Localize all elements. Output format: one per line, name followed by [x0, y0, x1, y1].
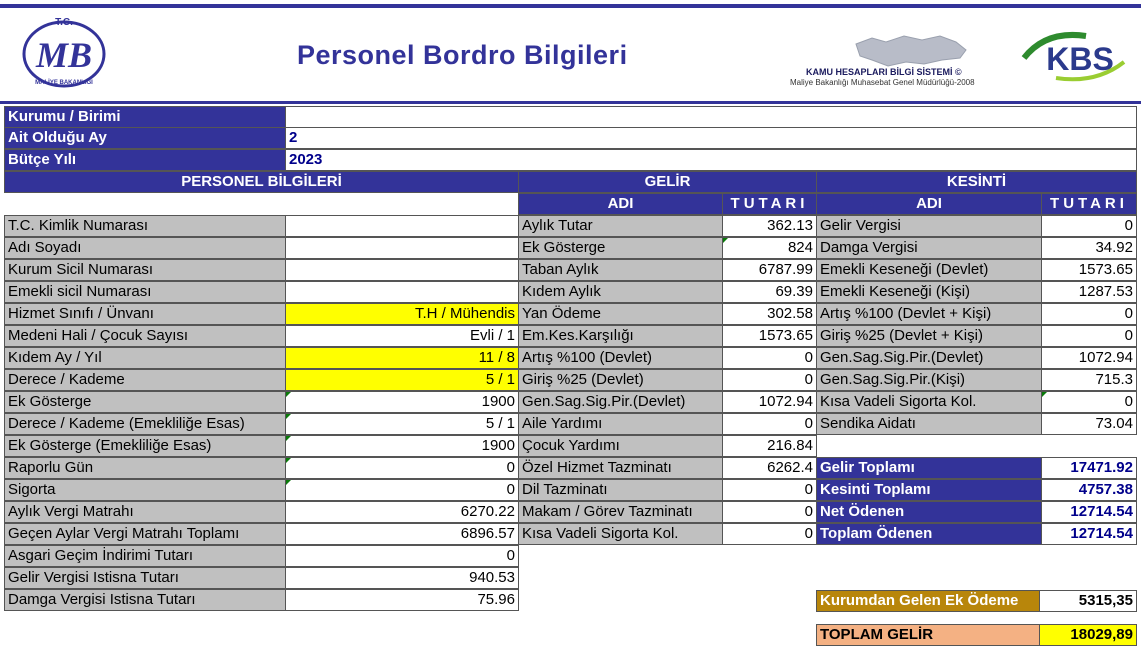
maliye-bakanligi-logo — [16, 12, 112, 92]
logo-main-text: MB — [35, 35, 93, 75]
personel-row-label: Medeni Hali / Çocuk Sayısı — [4, 325, 286, 347]
gelir-row-value: 69.39 — [722, 281, 817, 303]
gelir-row-label: Gen.Sag.Sig.Pir.(Devlet) — [518, 391, 723, 413]
personel-row-value — [285, 281, 519, 303]
personel-row-label: Ek Gösterge (Emekliliğe Esas) — [4, 435, 286, 457]
personel-row-label: Raporlu Gün — [4, 457, 286, 479]
personel-row-label: T.C. Kimlik Numarası — [4, 215, 286, 237]
ek-odeme-label: Kurumdan Gelen Ek Ödeme — [816, 590, 1040, 612]
kesinti-row-value: 1072.94 — [1041, 347, 1137, 369]
personel-row-value: 11 / 8 — [285, 347, 519, 369]
personel-row-label: Geçen Aylar Vergi Matrahı Toplamı — [4, 523, 286, 545]
personel-row-label: Sigorta — [4, 479, 286, 501]
kesinti-row-value: 0 — [1041, 325, 1137, 347]
gelir-row-value: 6262.4 — [722, 457, 817, 479]
gelir-row-value: 0 — [722, 523, 817, 545]
gelir-section-header: GELİR — [518, 171, 817, 193]
ek-odeme-value: 5315,35 — [1039, 590, 1137, 612]
personel-row-label: Asgari Geçim İndirimi Tutarı — [4, 545, 286, 567]
personel-row-label: Aylık Vergi Matrahı — [4, 501, 286, 523]
kesinti-row-label: Gelir Vergisi — [816, 215, 1042, 237]
gelir-row-value: 824 — [722, 237, 817, 259]
personel-row-value: 5 / 1 — [285, 369, 519, 391]
butce-value: 2023 — [285, 149, 1137, 171]
gelir-row-label: Dil Tazminatı — [518, 479, 723, 501]
top-divider — [0, 4, 1141, 8]
gelir-row-label: Kısa Vadeli Sigorta Kol. — [518, 523, 723, 545]
total-row-label: Net Ödenen — [816, 501, 1042, 523]
gelir-row-value: 0 — [722, 369, 817, 391]
logo-bottom-text: MALİYE BAKANLIĞI — [35, 80, 93, 86]
ay-value: 2 — [285, 127, 1137, 149]
kesinti-row-value: 0 — [1041, 391, 1137, 413]
toplam-gelir-label: TOPLAM GELİR — [816, 624, 1040, 646]
kesinti-row-value: 0 — [1041, 215, 1137, 237]
toplam-gelir-value: 18029,89 — [1039, 624, 1137, 646]
kesinti-row-label: Damga Vergisi — [816, 237, 1042, 259]
gelir-row-value: 1573.65 — [722, 325, 817, 347]
personel-row-value: 0 — [285, 545, 519, 567]
gelir-row-label: Çocuk Yardımı — [518, 435, 723, 457]
gelir-row-label: Em.Kes.Karşılığı — [518, 325, 723, 347]
gelir-row-label: Giriş %25 (Devlet) — [518, 369, 723, 391]
personel-row-value: T.H / Mühendis — [285, 303, 519, 325]
personel-row-label: Hizmet Sınıfı / Ünvanı — [4, 303, 286, 325]
total-row-label: Gelir Toplamı — [816, 457, 1042, 479]
gelir-row-value: 0 — [722, 413, 817, 435]
kesinti-row-label: Sendika Aidatı — [816, 413, 1042, 435]
personel-row-value: 6896.57 — [285, 523, 519, 545]
gelir-tutari-header: TUTARI — [722, 193, 817, 215]
gelir-row-value: 302.58 — [722, 303, 817, 325]
kesinti-section-header: KESİNTİ — [816, 171, 1137, 193]
total-row-value: 12714.54 — [1041, 501, 1137, 523]
personel-row-label: Derece / Kademe — [4, 369, 286, 391]
personel-row-value: 1900 — [285, 435, 519, 457]
gelir-row-label: Artış %100 (Devlet) — [518, 347, 723, 369]
personel-row-value: 75.96 — [285, 589, 519, 611]
kesinti-row-value: 73.04 — [1041, 413, 1137, 435]
kesinti-row-label: Emekli Keseneği (Kişi) — [816, 281, 1042, 303]
kesinti-row-value: 1287.53 — [1041, 281, 1137, 303]
personel-row-value: 940.53 — [285, 567, 519, 589]
kesinti-row-value: 1573.65 — [1041, 259, 1137, 281]
kbs-system-name: KAMU HESAPLARI BİLGİ SİSTEMİ © — [806, 67, 962, 77]
gelir-row-value: 0 — [722, 501, 817, 523]
personel-row-label: Ek Gösterge — [4, 391, 286, 413]
personel-row-value — [285, 215, 519, 237]
gelir-adi-header: ADI — [518, 193, 723, 215]
kesinti-row-label: Gen.Sag.Sig.Pir.(Kişi) — [816, 369, 1042, 391]
personel-row-label: Emekli sicil Numarası — [4, 281, 286, 303]
personel-row-label: Adı Soyadı — [4, 237, 286, 259]
kesinti-tutari-header: TUTARI — [1041, 193, 1137, 215]
total-row-label: Toplam Ödenen — [816, 523, 1042, 545]
gelir-row-label: Ek Gösterge — [518, 237, 723, 259]
gelir-row-value: 1072.94 — [722, 391, 817, 413]
gelir-row-value: 362.13 — [722, 215, 817, 237]
butce-label: Bütçe Yılı — [4, 149, 286, 171]
kesinti-row-label: Giriş %25 (Devlet + Kişi) — [816, 325, 1042, 347]
personel-section-header: PERSONEL BİLGİLERİ — [4, 171, 519, 193]
page-title: Personel Bordro Bilgileri — [297, 40, 628, 70]
kesinti-row-label: Kısa Vadeli Sigorta Kol. — [816, 391, 1042, 413]
kbs-subtitle: Maliye Bakanlığı Muhasebat Genel Müdürlüğü-2008 — [790, 78, 975, 87]
ay-label: Ait Olduğu Ay — [4, 127, 286, 149]
kesinti-row-value: 34.92 — [1041, 237, 1137, 259]
kesinti-row-value: 0 — [1041, 303, 1137, 325]
personel-row-value: 6270.22 — [285, 501, 519, 523]
personel-row-label: Damga Vergisi Istisna Tutarı — [4, 589, 286, 611]
total-row-value: 4757.38 — [1041, 479, 1137, 501]
gelir-row-value: 6787.99 — [722, 259, 817, 281]
personel-row-label: Gelir Vergisi Istisna Tutarı — [4, 567, 286, 589]
header-divider — [0, 101, 1141, 104]
total-row-label: Kesinti Toplamı — [816, 479, 1042, 501]
gelir-row-label: Yan Ödeme — [518, 303, 723, 325]
kesinti-row-label: Gen.Sag.Sig.Pir.(Devlet) — [816, 347, 1042, 369]
personel-row-value: 0 — [285, 457, 519, 479]
personel-row-value — [285, 237, 519, 259]
gelir-row-label: Aile Yardımı — [518, 413, 723, 435]
gelir-row-label: Kıdem Aylık — [518, 281, 723, 303]
gelir-row-value: 0 — [722, 347, 817, 369]
total-row-value: 17471.92 — [1041, 457, 1137, 479]
personel-row-value: 5 / 1 — [285, 413, 519, 435]
kesinti-row-label: Artış %100 (Devlet + Kişi) — [816, 303, 1042, 325]
personel-row-value — [285, 259, 519, 281]
personel-row-value: 1900 — [285, 391, 519, 413]
personel-row-label: Derece / Kademe (Emekliliğe Esas) — [4, 413, 286, 435]
kesinti-adi-header: ADI — [816, 193, 1042, 215]
personel-row-value: 0 — [285, 479, 519, 501]
kesinti-row-value: 715.3 — [1041, 369, 1137, 391]
personel-row-value: Evli / 1 — [285, 325, 519, 347]
gelir-row-value: 0 — [722, 479, 817, 501]
gelir-row-label: Özel Hizmet Tazminatı — [518, 457, 723, 479]
kurum-value — [285, 106, 1137, 128]
kurum-label: Kurumu / Birimi — [4, 106, 286, 128]
total-row-value: 12714.54 — [1041, 523, 1137, 545]
logo-top-text: T.C. — [55, 17, 73, 28]
personel-row-label: Kıdem Ay / Yıl — [4, 347, 286, 369]
gelir-row-label: Makam / Görev Tazminatı — [518, 501, 723, 523]
kbs-logo — [1016, 28, 1131, 88]
kbs-logo-text: KBS — [1046, 41, 1114, 77]
kesinti-row-label: Emekli Keseneği (Devlet) — [816, 259, 1042, 281]
gelir-row-value: 216.84 — [722, 435, 817, 457]
gelir-row-label: Aylık Tutar — [518, 215, 723, 237]
personel-row-label: Kurum Sicil Numarası — [4, 259, 286, 281]
gelir-row-label: Taban Aylık — [518, 259, 723, 281]
turkey-map-icon — [852, 30, 970, 72]
